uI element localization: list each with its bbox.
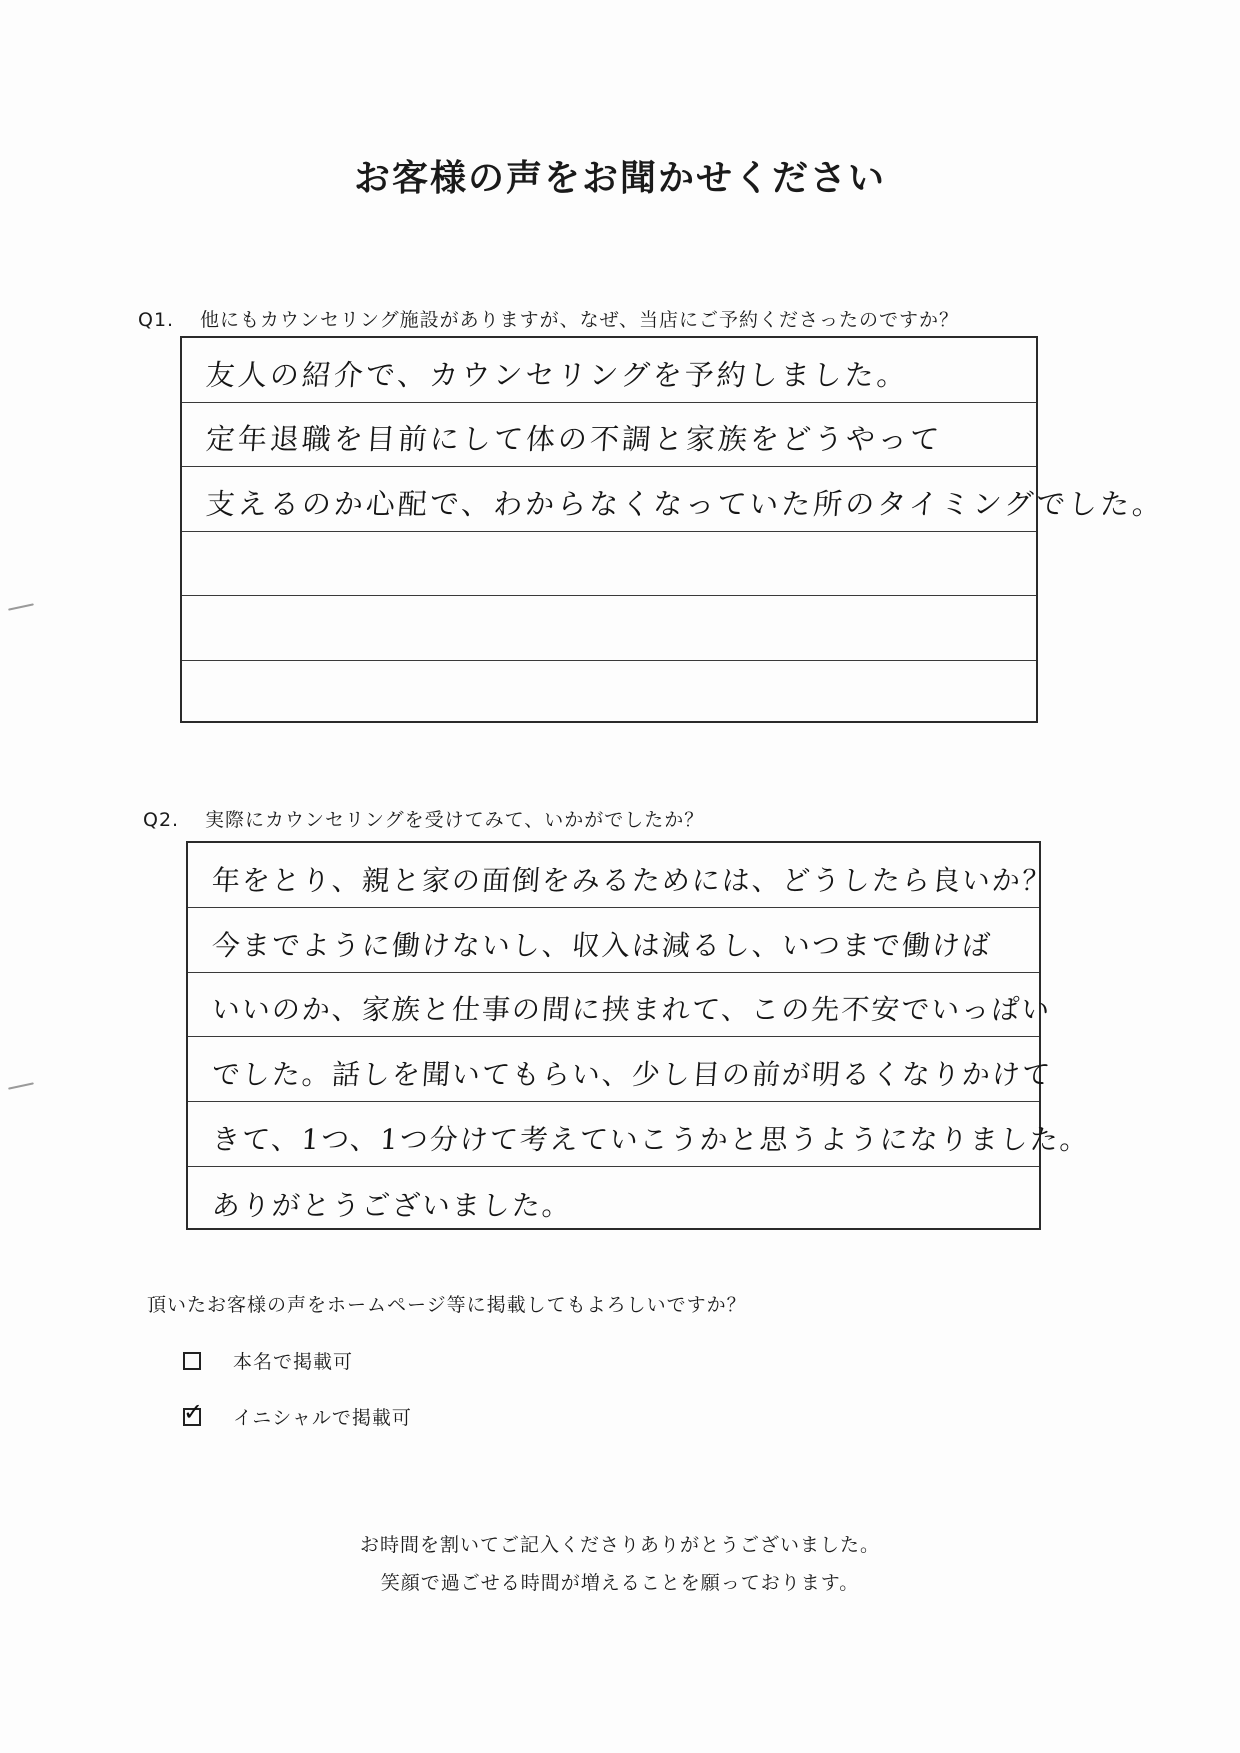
- question-1: [138, 305, 959, 332]
- publish-option-label: 本名で掲載可: [233, 1351, 354, 1373]
- answer-2-line: [188, 1102, 1092, 1167]
- answer-2-text: いいのか、家族と仕事の間に挟まれて、この先不安でいっぱい: [210, 993, 1053, 1027]
- answer-2-line: [188, 1037, 1054, 1102]
- publish-option-real-name[interactable]: [183, 1347, 353, 1374]
- answer-1-text: 友人の紹介で、カウンセリングを予約しました。: [204, 357, 910, 392]
- answer-2-text: でした。話しを聞いてもらい、少し目の前が明るくなりかけて: [210, 1058, 1054, 1092]
- answer-2-text: ありがとうございました。: [210, 1188, 574, 1222]
- checkbox-initials[interactable]: [183, 1397, 205, 1426]
- answer-1-box[interactable]: [180, 336, 1166, 723]
- scan-artifact: [8, 603, 34, 610]
- answer-1-line: [182, 532, 1036, 597]
- answer-2-line: [188, 843, 1054, 908]
- answer-1-line: [182, 467, 1166, 532]
- answer-1-text: 支えるのか心配で、わからなくなっていた所のタイミングでした。: [204, 486, 1166, 521]
- answer-1-line: [182, 661, 1036, 726]
- answer-2-text: 年をとり、親と家の面倒をみるためには、どうしたら良いか？: [210, 863, 1054, 897]
- question-2-number: Q2.: [143, 809, 180, 831]
- closing-line-1: お時間を割いてご記入くださりありがとうございました。: [359, 1534, 880, 1556]
- checkbox-real-name[interactable]: [183, 1352, 201, 1370]
- answer-2-line: [188, 1167, 1039, 1232]
- answer-2-text: 今までように働けないし、収入は減るし、いつまで働けば: [210, 928, 994, 962]
- closing-line-2: 笑顔で過ごせる時間が増えることを願っております。: [380, 1572, 860, 1594]
- question-1-text: 他にもカウンセリング施設がありますが、なぜ、当店にご予約くださったのですか？: [200, 309, 960, 331]
- answer-1-line: [182, 596, 1036, 661]
- publish-option-initials[interactable]: [183, 1397, 412, 1430]
- answer-1-line: [182, 403, 1036, 468]
- question-2: [143, 805, 704, 832]
- scan-artifact: [8, 1082, 34, 1089]
- publish-option-label: イニシャルで掲載可: [233, 1407, 412, 1429]
- answer-2-line: [188, 908, 1039, 973]
- answer-2-box[interactable]: [186, 841, 1092, 1230]
- checkmark-icon: ✓: [183, 1397, 205, 1426]
- answer-2-line: [188, 973, 1053, 1038]
- answer-1-text: 定年退職を目前にして体の不調と家族をどうやって: [204, 422, 944, 456]
- page-title: お客様の声をお聞かせください: [353, 158, 886, 199]
- question-1-number: Q1.: [138, 309, 175, 331]
- answer-1-line: [182, 338, 1036, 403]
- answer-2-text: きて、1つ、1つ分けて考えていこうかと思うようになりました。: [210, 1122, 1092, 1156]
- question-2-text: 実際にカウンセリングを受けてみて、いかがでしたか？: [205, 809, 705, 831]
- publish-question: 頂いたお客様の声をホームページ等に掲載してもよろしいですか？: [147, 1294, 747, 1316]
